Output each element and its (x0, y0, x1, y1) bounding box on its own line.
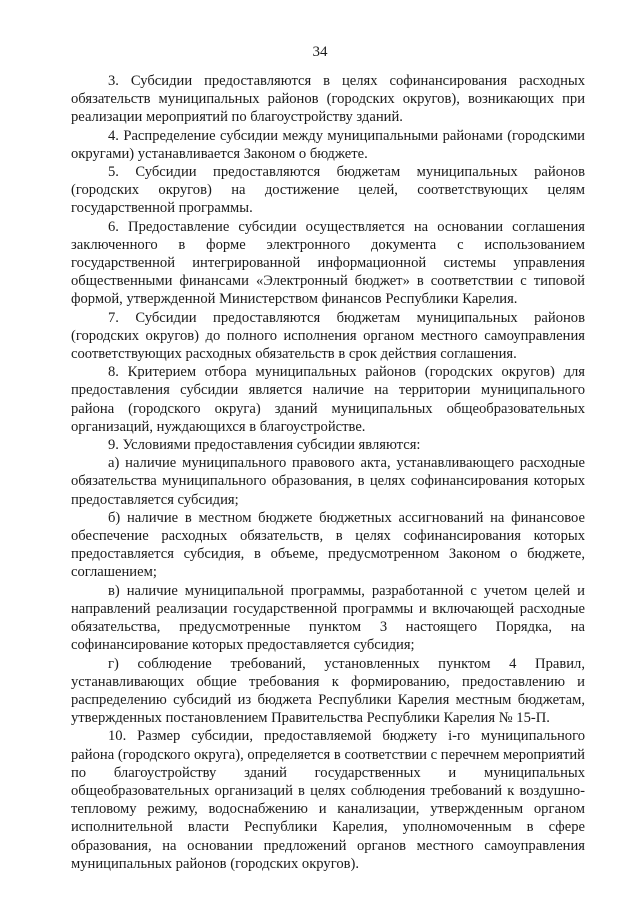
paragraph-9v: в) наличие муниципальной программы, разработанной с учетом целей и направлений реализации государственной программы и включающей расходные обязательства, предусмотренные пунктом 3 настоящего Порядка, на софинансирование которых предоставляется субсидия; (71, 582, 585, 654)
document-body (71, 72, 585, 873)
paragraph-8: 8. Критерием отбора муниципальных районов (городских округов) для предоставления субсидии является наличие на территории муниципального района (городского округа) зданий муниципальных общеобразовательных организаций, нуждающихся в благоустройстве. (71, 364, 585, 435)
paragraph-9g: г) соблюдение требований, установленных пунктом 4 Правил, устанавливающих общие требования к формированию, предоставлению и распределению субсидий из бюджета Республики Карелия местным бюджетам, утвержденных постановлением Правительства Республики Карелия № 15-П. (71, 655, 585, 727)
paragraph-4: 4. Распределение субсидии между муниципальными районами (городскими округами) устанавливается Законом о бюджете. (71, 127, 585, 162)
paragraph-5: 5. Субсидии предоставляются бюджетам муниципальных районов (городских округов) на достижение целей, соответствующих целям государственной программы. (71, 164, 585, 217)
paragraph-9a: а) наличие муниципального правового акта, устанавливающего расходные обязательства муниципального образования, в целях софинансирования которых предоставляется субсидия; (71, 455, 585, 508)
paragraph-9: 9. Условиями предоставления субсидии являются: (108, 437, 421, 454)
paragraph-9b: б) наличие в местном бюджете бюджетных ассигнований на финансовое обеспечение расходных обязательств, в целях софинансирования которых предоставляется субсидия, в объеме, предусмотренном Законом о бюджете, соглашением; (71, 509, 585, 581)
paragraph-3: 3. Субсидии предоставляются в целях софинансирования расходных обязательств муниципальных районов (городских округов), возникающих при реализации мероприятий по благоустройству зданий. (71, 73, 585, 126)
paragraph-10: 10. Размер субсидии, предоставляемой бюджету i-го муниципального района (городского округа), определяется в соответствии с перечнем мероприятий по благоустройству зданий государственных и муниципальных общеобразовательных организаций в целях соблюдения требований к воздушно-тепловому режиму, водоснабжению и канализации, утвержденным органом исполнительной власти Республики Карелия, уполномоченным в сфере образования, на основании предложений органов местного самоуправления муниципальных районов (городских округов). (71, 728, 585, 872)
paragraph-7: 7. Субсидии предоставляются бюджетам муниципальных районов (городских округов) до полного исполнения органом местного самоуправления соответствующих расходных обязательств в срок действия соглашения. (71, 309, 585, 363)
page-number: 34 (312, 44, 328, 60)
paragraph-6: 6. Предоставление субсидии осуществляется на основании соглашения заключенного в форме электронного документа с использованием государственной интегрированной информационной системы управления общественными финансами «Электронный бюджет» в соответствии с типовой формой, утвержденной Министерством финансов Республики Карелия. (71, 218, 585, 308)
